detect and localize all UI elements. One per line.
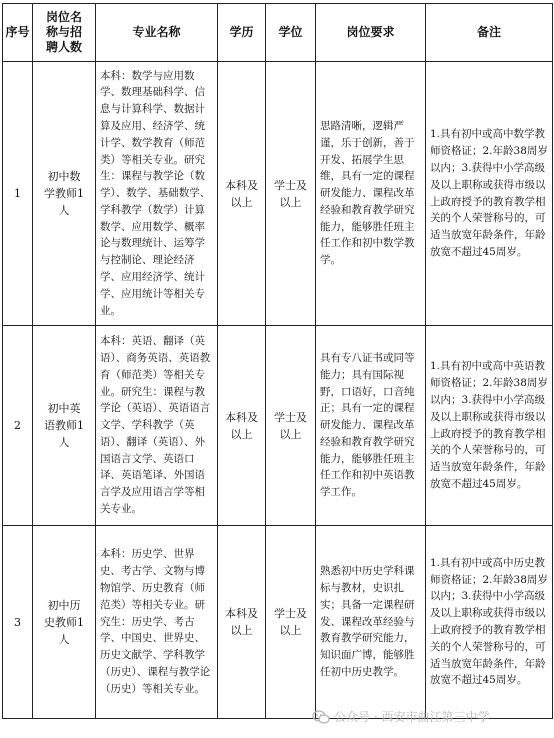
requirements-cell: 熟悉初中历史学科课标与教材，史识扎实；具备一定课程研发、课程改革经验与教育教学研究能力，知识面广博，能够胜任初中历史教学。 xyxy=(316,526,426,719)
header-degree: 学位 xyxy=(266,4,316,62)
header-position xyxy=(33,4,96,62)
majors-cell: 本科：英语、翻译（英语）、商务英语、英语教育（师范类）等相关专业。研究生：课程与教学论（英语）、英语语言文学、学科教学（英语）、翻译（英语）、外国语言文学、英语口译、英语笔译、外国语言学及应用语言学等相关专业。 xyxy=(96,326,218,526)
degree-cell xyxy=(266,62,316,326)
recruitment-table xyxy=(2,3,553,719)
requirements-cell: 思路清晰，逻辑严谨，乐于创新，善于开发、拓展学生思维，具有一定的课程研发能力、课程改革经验和教育教学研究能力，能够胜任班主任工作和初中数学教学。 xyxy=(316,62,426,326)
header-row xyxy=(3,4,553,62)
position-cell xyxy=(33,526,96,719)
education-cell xyxy=(218,326,266,526)
degree-text: 学士及以上 xyxy=(274,178,307,209)
degree-cell xyxy=(266,326,316,526)
wechat-icon xyxy=(312,710,330,724)
position-name: 初中英语教师1人 xyxy=(44,402,84,449)
majors-cell: 本科：数学与应用数学、数理基础科学、信息与计算科学、数据计算及应用、经济学、统计学、数学教育（师范类）等相关专业。研究生：课程与教学论（数学）、数学、基础数学、学科教学（数学）计算数学、应用数学、概率论与数理统计、运筹学与控制论、理论经济学、应用经济学、统计学、应用统计等相关专业。 xyxy=(96,62,218,326)
table-row xyxy=(3,62,553,326)
row-number: 3 xyxy=(3,526,33,719)
header-notes: 备注 xyxy=(426,4,553,62)
header-requirements: 岗位要求 xyxy=(316,4,426,62)
table-row xyxy=(3,526,553,719)
notes-cell: 1.具有初中或高中英语教师资格证；2.年龄38周岁以内；3.获得中小学高级及以上职称或获得市级以上政府授予的教育教学相关的个人荣誉称号的，可适当放宽年龄条件，年龄放宽不超过45周岁。 xyxy=(426,326,553,526)
header-education: 学历 xyxy=(218,4,266,62)
position-name: 初中数学教师1人 xyxy=(44,170,84,217)
education-text: 本科及以上 xyxy=(225,410,258,441)
education-cell xyxy=(218,62,266,326)
notes-cell: 1.具有初中或高中数学教师资格证；2.年龄38周岁以内；3.获得中小学高级及以上职称或获得市级以上政府授予的教育教学相关的个人荣誉称号的，可适当放宽年龄条件，年龄放宽不超过45周岁。 xyxy=(426,62,553,326)
degree-text: 学士及以上 xyxy=(274,607,307,637)
position-name: 初中历史教师1人 xyxy=(44,598,84,646)
table-row xyxy=(3,326,553,526)
position-cell xyxy=(33,326,96,526)
requirements-cell: 具有专八证书或同等能力；具有国际视野，口语好，口音纯正；具有一定的课程研发能力、课程改革经验和教育教学研究能力，能够胜任班主任工作和初中英语教学工作。 xyxy=(316,326,426,526)
watermark xyxy=(312,708,489,725)
position-cell xyxy=(33,62,96,326)
header-no: 序号 xyxy=(3,4,33,62)
education-text: 本科及以上 xyxy=(225,178,258,209)
education-text: 本科及以上 xyxy=(225,607,258,637)
majors-cell: 本科：历史学、世界史、考古学、文物与博物馆学、历史教育（师范类）等相关专业。研究生：历史学、考古学、中国史、世界史、历史文献学、学科教学（历史）、课程与教学论（历史）等相关专业。 xyxy=(96,526,218,719)
row-number: 2 xyxy=(3,326,33,526)
degree-text: 学士及以上 xyxy=(274,410,307,441)
header-majors: 专业名称 xyxy=(96,4,218,62)
row-number: 1 xyxy=(3,62,33,326)
header-position-text: 岗位名称与招聘人数 xyxy=(45,10,82,54)
education-cell xyxy=(218,526,266,719)
degree-cell xyxy=(266,526,316,719)
notes-cell: 1.具有初中或高中历史教师资格证；2.年龄38周岁以内；3.获得中小学高级及以上职称或获得市级以上政府授予的教育教学相关的个人荣誉称号的，可适当放宽年龄条件，年龄放宽不超过45周岁。 xyxy=(426,526,553,719)
watermark-text: 公众号 · 西安市曲江第三中学 xyxy=(334,710,490,724)
